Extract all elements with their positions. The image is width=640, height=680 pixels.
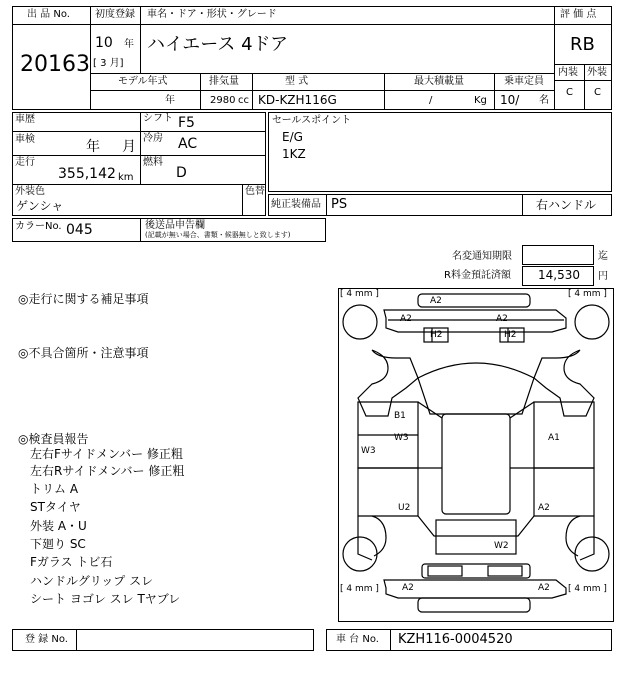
rating-label: 評 価 点	[560, 9, 597, 20]
fuel: D	[176, 165, 187, 181]
capacity-label: 乗車定員	[504, 76, 544, 87]
inspector-line: トリム A	[30, 482, 79, 496]
recycle-label: R料金預託済額	[444, 270, 511, 281]
tire-depth-rear-right: [ 4 mm ]	[568, 584, 607, 594]
max-load-label: 最大積載量	[414, 76, 464, 87]
color: ゲンシャ	[16, 199, 64, 213]
interior-label: 内装	[558, 67, 578, 78]
displacement-unit: cc	[238, 95, 249, 106]
mileage-unit: km	[118, 172, 134, 183]
damage-mark: A1	[548, 433, 560, 443]
equipment: PS	[331, 197, 348, 212]
car-diagram	[338, 288, 614, 622]
model-code: KD-KZH116G	[258, 93, 337, 107]
tire-depth-front-right: [ 4 mm ]	[568, 289, 607, 299]
capacity-unit: 名	[539, 95, 549, 106]
shift-label: シフト	[143, 113, 173, 124]
damage-mark: H2	[430, 330, 443, 340]
transfer-box	[522, 245, 594, 265]
color-label: 外装色	[15, 186, 45, 197]
ac: AC	[178, 136, 198, 152]
damage-mark: A2	[538, 503, 550, 513]
model-label: 型 式	[285, 76, 309, 87]
inspector-label: ◎検査員報告	[18, 432, 89, 446]
reg-year: 10	[95, 35, 113, 51]
rating: RB	[570, 34, 595, 55]
color-no: 045	[66, 222, 93, 238]
model-year-label: モデル年式	[118, 76, 168, 87]
inspector-line: 左右Fサイドメンバー 修正粗	[30, 447, 183, 461]
inspection-label: 車検	[15, 134, 35, 145]
driving-note-label: ◎走行に関する補足事項	[18, 292, 149, 306]
mileage: 355,142	[58, 166, 116, 182]
reg-month: [ 3 月]	[93, 58, 124, 69]
damage-mark: A2	[400, 314, 412, 324]
inspector-line: STタイヤ	[30, 500, 81, 514]
car-name-label: 車名・ドア・形状・グレード	[147, 9, 277, 20]
model-year: 年	[165, 95, 175, 106]
handle-side: 右ハンドル	[536, 198, 597, 212]
history-label: 車歴	[15, 114, 35, 125]
max-load-unit: Kg	[474, 95, 487, 106]
mileage-label: 走行	[15, 157, 35, 168]
displacement: 2980	[210, 95, 236, 106]
max-load: /	[429, 95, 433, 106]
recycle-unit: 円	[598, 271, 608, 282]
first-reg-label: 初度登録	[95, 9, 135, 20]
exterior-grade: C	[594, 87, 601, 98]
sales-point-1: E/G	[282, 130, 303, 144]
equipment-label: 純正装備品	[271, 199, 321, 210]
damage-mark: W2	[494, 541, 509, 551]
transfer-unit: 迄	[598, 251, 608, 262]
fuel-label: 燃料	[143, 157, 163, 168]
damage-mark: H2	[504, 330, 517, 340]
inspector-line: 下廻り SC	[30, 537, 86, 551]
chassis-no: KZH116-0004520	[398, 632, 513, 647]
sales-point-2: 1KZ	[282, 147, 306, 161]
displacement-label: 排気量	[209, 76, 239, 87]
color-no-label: カラーNo.	[15, 221, 62, 232]
inspection-month: 月	[122, 139, 136, 155]
damage-mark: A2	[430, 296, 442, 306]
damage-mark: U2	[398, 503, 411, 513]
reg-no-label: 登 録 No.	[25, 634, 68, 645]
lot-no-label: 出 品 No.	[27, 9, 70, 20]
ac-label: 冷房	[143, 133, 163, 144]
damage-mark: W3	[361, 446, 376, 456]
damage-mark: B1	[394, 411, 406, 421]
interior-grade: C	[566, 87, 573, 98]
inspector-line: ハンドルグリップ スレ	[30, 574, 154, 588]
recycle-fee: 14,530	[538, 268, 580, 282]
inspector-line: Fガラス トビ石	[30, 555, 113, 569]
inspector-line: シート ヨゴレ スレ Tヤブレ	[30, 592, 181, 606]
lot-no: 20163	[20, 52, 90, 77]
inspector-line: 左右Rサイドメンバー 修正粗	[30, 464, 185, 478]
damage-mark: W3	[394, 433, 409, 443]
inspector-line: 外装 A・U	[30, 519, 87, 533]
damage-mark: A2	[496, 314, 508, 324]
transfer-label: 名変通知期限	[452, 251, 512, 262]
exterior-label: 外装	[587, 67, 607, 78]
damage-mark: A2	[402, 583, 414, 593]
chassis-label: 車 台 No.	[336, 634, 379, 645]
damage-mark: A2	[538, 583, 550, 593]
tire-depth-rear-left: [ 4 mm ]	[340, 584, 379, 594]
capacity: 10/	[500, 93, 520, 107]
car-name: ハイエース 4ドア	[147, 34, 289, 55]
shift: F5	[178, 115, 195, 131]
after-label: 後送品申告欄	[145, 220, 205, 231]
after-note: (記載が無い場合、書類・候器無しと致します)	[145, 231, 291, 239]
tire-depth-front-left: [ 4 mm ]	[340, 289, 379, 299]
reg-year-unit: 年	[124, 39, 134, 50]
inspection-year: 年	[86, 139, 100, 155]
defect-note-label: ◎不具合箇所・注意事項	[18, 346, 149, 360]
color-change-label: 色替	[245, 186, 265, 197]
sales-point-label: セールスポイント	[272, 115, 352, 126]
